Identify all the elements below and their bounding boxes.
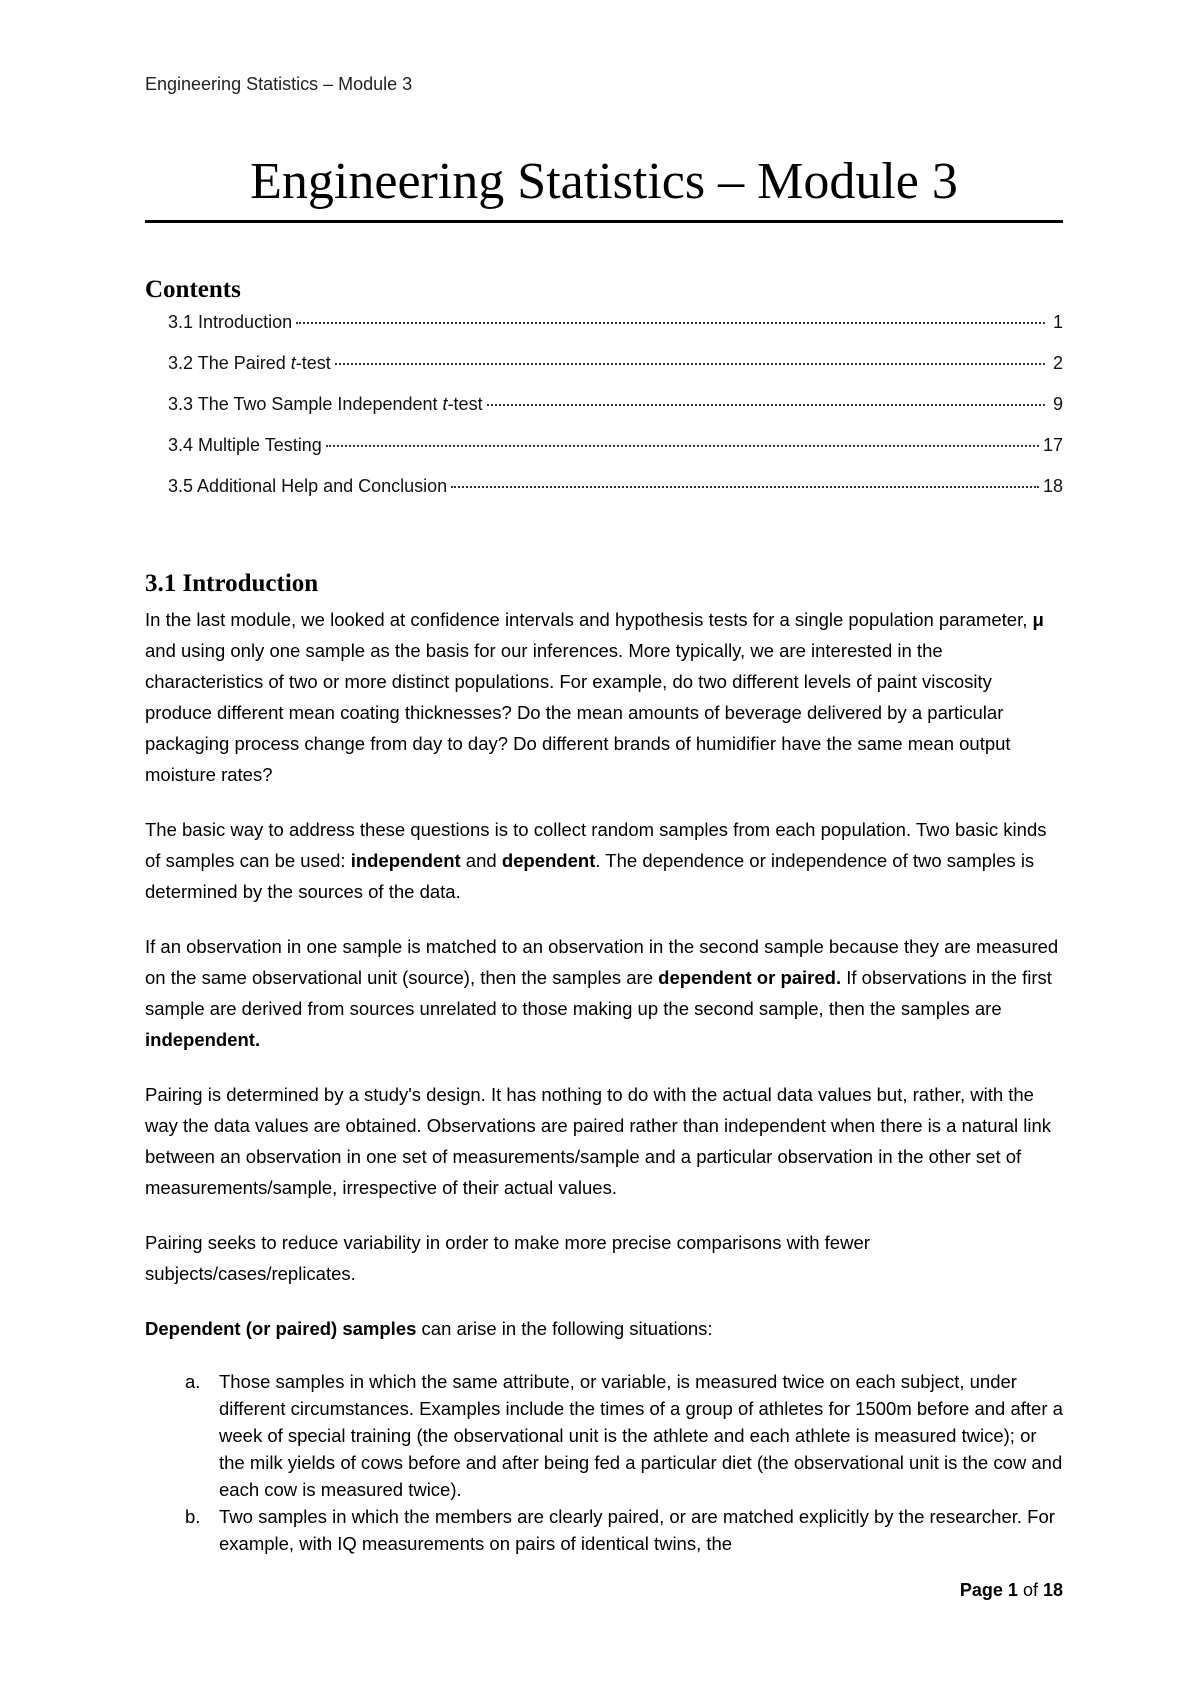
paragraph-4: Pairing is determined by a study's design. It has nothing to do with the actual data values but, rather, with the way the data values are obtained. Observations are paired rather than independent when there is a natural link between an observation in one set of measurements/sample and a particular observation in the other set of measurements/sample, irrespective of their actual values. bbox=[145, 1084, 1052, 1198]
toc-leader-dots bbox=[296, 322, 1045, 324]
title-underline bbox=[145, 220, 1063, 223]
toc-entry-page: 17 bbox=[1042, 435, 1063, 455]
table-of-contents bbox=[168, 312, 1063, 517]
toc-leader-dots bbox=[451, 486, 1039, 488]
contents-heading: Contents bbox=[145, 276, 241, 303]
toc-leader-dots bbox=[335, 363, 1045, 365]
section-body bbox=[145, 604, 1063, 1557]
section-heading-introduction: 3.1 Introduction bbox=[145, 570, 319, 597]
toc-entry-label: 3.5 Additional Help and Conclusion bbox=[168, 476, 448, 496]
footer-total-pages: 18 bbox=[1042, 1580, 1063, 1600]
paragraph-5: Pairing seeks to reduce variability in order to make more precise comparisons with fewer subjects/cases/replicates. bbox=[145, 1232, 870, 1284]
paragraph-2: The basic way to address these questions is to collect random samples from each population. Two basic kinds of samples can be used: independent and dependent. The dependence or independence of two samples is determined by the sources of the data. bbox=[145, 819, 1047, 902]
toc-entry-page: 2 bbox=[1052, 353, 1063, 373]
toc-entry-3-2[interactable] bbox=[168, 353, 1063, 394]
paragraph-3: If an observation in one sample is matched to an observation in the second sample because they are measured on the same observational unit (source), then the samples are dependent or paired. If observations in the first sample are derived from sources unrelated to those making up the second sample, then the samples are independent. bbox=[145, 936, 1059, 1050]
list-item-text: Those samples in which the same attribute, or variable, is measured twice on each subject, under different circumstances. Examples include the times of a group of athletes for 1500m before and after a week of special training (the observational unit is the athlete and each athlete is measured twice); or the milk yields of cows before and after being fed a particular diet (the observational unit is the cow and each cow is measured twice). bbox=[219, 1371, 1063, 1500]
toc-entry-label: 3.2 The Paired t-test bbox=[168, 353, 331, 373]
paragraph-1: In the last module, we looked at confidence intervals and hypothesis tests for a single population parameter, μ and using only one sample as the basis for our inferences. More typically, we are interested in the characteristics of two or more distinct populations. For example, do two different levels of paint viscosity produce different mean coating thicknesses? Do the mean amounts of beverage delivered by a particular packaging process change from day to day? Do different brands of humidifier have the same mean output moisture rates? bbox=[145, 609, 1044, 785]
toc-entry-label: 3.1 Introduction bbox=[168, 312, 293, 332]
toc-entry-page: 1 bbox=[1052, 312, 1063, 332]
footer-of: of bbox=[1022, 1580, 1038, 1600]
list-item-text: Two samples in which the members are clearly paired, or are matched explicitly by the researcher. For example, with IQ measurements on pairs of identical twins, the bbox=[219, 1506, 1055, 1554]
footer-page-number: 1 bbox=[1007, 1580, 1018, 1600]
toc-entry-3-5[interactable] bbox=[168, 476, 1063, 517]
running-header: Engineering Statistics – Module 3 bbox=[145, 74, 413, 94]
toc-entry-page: 9 bbox=[1052, 394, 1063, 414]
paragraph-6: Dependent (or paired) samples can arise in the following situations: bbox=[145, 1318, 713, 1339]
list-item bbox=[145, 1368, 1063, 1503]
toc-entry-3-1[interactable] bbox=[168, 312, 1063, 353]
page-footer bbox=[900, 1580, 1063, 1601]
list-marker: a. bbox=[185, 1371, 201, 1392]
toc-entry-3-3[interactable] bbox=[168, 394, 1063, 435]
toc-entry-label: 3.3 The Two Sample Independent t-test bbox=[168, 394, 483, 414]
toc-entry-page: 18 bbox=[1042, 476, 1063, 496]
situations-list bbox=[145, 1368, 1063, 1557]
toc-leader-dots bbox=[487, 404, 1045, 406]
list-item bbox=[145, 1503, 1063, 1557]
document-title: Engineering Statistics – Module 3 bbox=[250, 153, 958, 210]
footer-page-word: Page bbox=[959, 1580, 1003, 1600]
toc-entry-3-4[interactable] bbox=[168, 435, 1063, 476]
toc-leader-dots bbox=[326, 445, 1039, 447]
list-marker: b. bbox=[185, 1506, 201, 1527]
toc-entry-label: 3.4 Multiple Testing bbox=[168, 435, 322, 455]
